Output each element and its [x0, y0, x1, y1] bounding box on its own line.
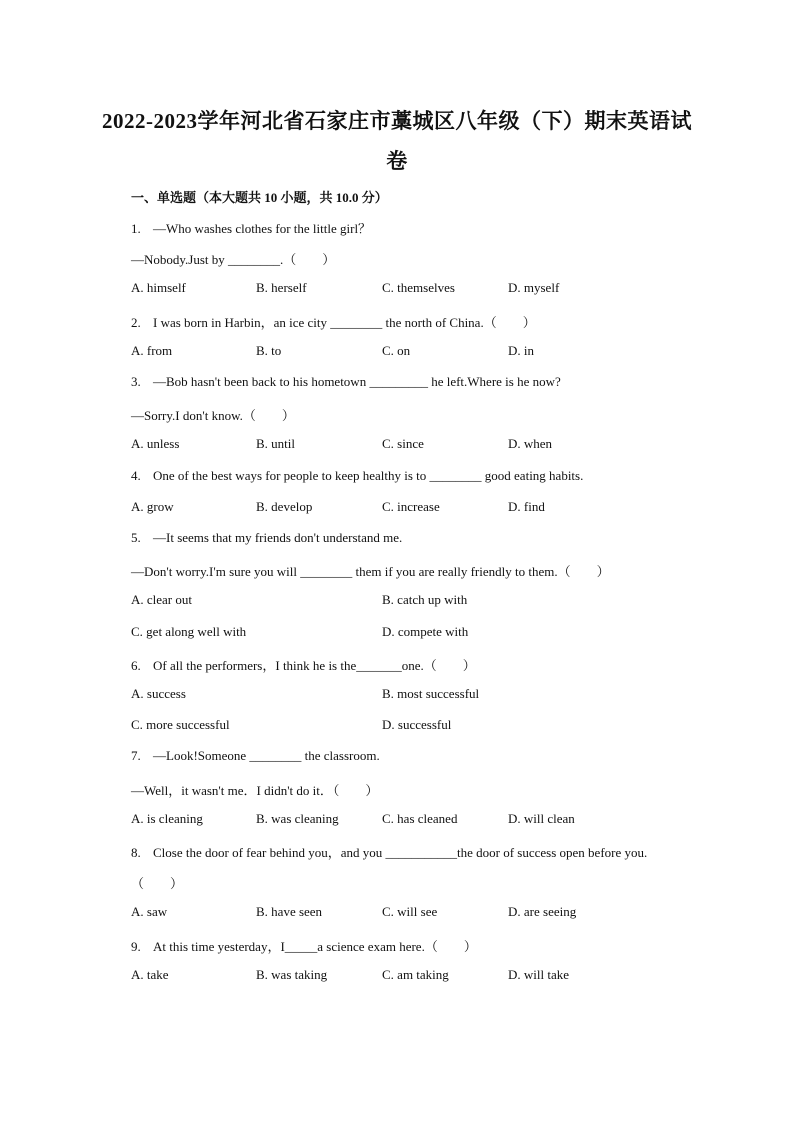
question-8-option-c[interactable]: C. will see — [382, 904, 438, 919]
question-text: —Look!Someone ________ the classroom. — [153, 748, 380, 763]
question-3-stem — [131, 374, 561, 390]
question-4-option-b[interactable]: B. develop — [256, 499, 313, 514]
question-9-option-b[interactable]: B. was taking — [256, 967, 328, 982]
question-1-option-d[interactable]: D. myself — [508, 280, 560, 295]
question-number: 4. — [131, 468, 141, 483]
question-1-stem-2: —Nobody.Just by ________.（ ） — [131, 252, 336, 267]
question-2-option-b[interactable]: B. to — [256, 343, 282, 358]
question-number: 5. — [131, 530, 141, 545]
question-2-option-a[interactable]: A. from — [131, 343, 173, 358]
question-5-stem — [131, 530, 402, 546]
question-6-stem — [131, 655, 476, 674]
exam-title-line2: 卷 — [386, 149, 408, 173]
question-7-option-d[interactable]: D. will clean — [508, 811, 575, 826]
question-3-stem-2: —Sorry.I don't know.（ ） — [131, 408, 295, 423]
question-3-option-d[interactable]: D. when — [508, 436, 553, 451]
question-7-stem — [131, 748, 380, 764]
question-2-option-c[interactable]: C. on — [382, 343, 411, 358]
question-text: —It seems that my friends don't understand me. — [153, 530, 403, 545]
question-1-option-b[interactable]: B. herself — [256, 280, 307, 295]
question-text: I was born in Harbin，an ice city ________ the north of China.（ ） — [153, 315, 536, 330]
question-5-stem-2: —Don't worry.I'm sure you will ________ them if you are really friendly to them.（ ） — [131, 564, 610, 579]
question-4-option-a[interactable]: A. grow — [131, 499, 174, 514]
question-text: Close the door of fear behind you，and you ___________the door of success open before you. — [153, 845, 648, 860]
question-9-stem — [131, 936, 477, 955]
question-5-option-d[interactable]: D. compete with — [382, 624, 469, 639]
question-text: One of the best ways for people to keep healthy is to ________ good eating habits. — [153, 468, 584, 483]
question-number: 1. — [131, 221, 141, 236]
question-text: —Who washes clothes for the little girl？ — [153, 221, 372, 236]
question-1-stem — [131, 218, 371, 237]
question-8-option-b[interactable]: B. have seen — [256, 904, 323, 919]
question-7-option-a[interactable]: A. is cleaning — [131, 811, 203, 826]
question-3-option-a[interactable]: A. unless — [131, 436, 180, 451]
question-number: 6. — [131, 658, 141, 673]
question-5-option-c[interactable]: C. get along well with — [131, 624, 247, 639]
section-heading: 一、单选题（本大题共 10 小题，共 10.0 分） — [131, 190, 388, 205]
question-5-option-a[interactable]: A. clear out — [131, 592, 193, 607]
question-text: Of all the performers，I think he is the_______one.（ ） — [153, 658, 476, 673]
question-5-option-b[interactable]: B. catch up with — [382, 592, 468, 607]
question-2-stem — [131, 312, 536, 331]
question-4-option-d[interactable]: D. find — [508, 499, 545, 514]
question-text: —Bob hasn't been back to his hometown _________ he left.Where is he now? — [153, 374, 561, 389]
question-6-option-c[interactable]: C. more successful — [131, 717, 230, 732]
question-7-option-b[interactable]: B. was cleaning — [256, 811, 339, 826]
question-8-option-d[interactable]: D. are seeing — [508, 904, 577, 919]
exam-title-line1: 2022-2023学年河北省石家庄市藁城区八年级（下）期末英语试 — [102, 109, 692, 133]
question-6-option-d[interactable]: D. successful — [382, 717, 452, 732]
question-1-option-a[interactable]: A. himself — [131, 280, 186, 295]
question-4-stem — [131, 468, 583, 484]
question-8-stem — [131, 842, 647, 861]
question-2-option-d[interactable]: D. in — [508, 343, 534, 358]
question-3-option-c[interactable]: C. since — [382, 436, 424, 451]
question-number: 8. — [131, 845, 141, 860]
question-number: 2. — [131, 315, 141, 330]
question-8-stem-2: （ ） — [131, 876, 184, 891]
question-7-stem-2: —Well，it wasn't me．I didn't do it．（ ） — [131, 783, 379, 798]
question-8-option-a[interactable]: A. saw — [131, 904, 168, 919]
question-9-option-d[interactable]: D. will take — [508, 967, 570, 982]
question-number: 9. — [131, 939, 141, 954]
question-7-option-c[interactable]: C. has cleaned — [382, 811, 458, 826]
question-9-option-c[interactable]: C. am taking — [382, 967, 449, 982]
question-number: 3. — [131, 374, 141, 389]
question-1-option-c[interactable]: C. themselves — [382, 280, 455, 295]
question-9-option-a[interactable]: A. take — [131, 967, 169, 982]
question-6-option-b[interactable]: B. most successful — [382, 686, 480, 701]
question-4-option-c[interactable]: C. increase — [382, 499, 440, 514]
question-3-option-b[interactable]: B. until — [256, 436, 296, 451]
question-text: At this time yesterday，I_____a science exam here.（ ） — [153, 939, 477, 954]
question-6-option-a[interactable]: A. success — [131, 686, 186, 701]
question-number: 7. — [131, 748, 141, 763]
